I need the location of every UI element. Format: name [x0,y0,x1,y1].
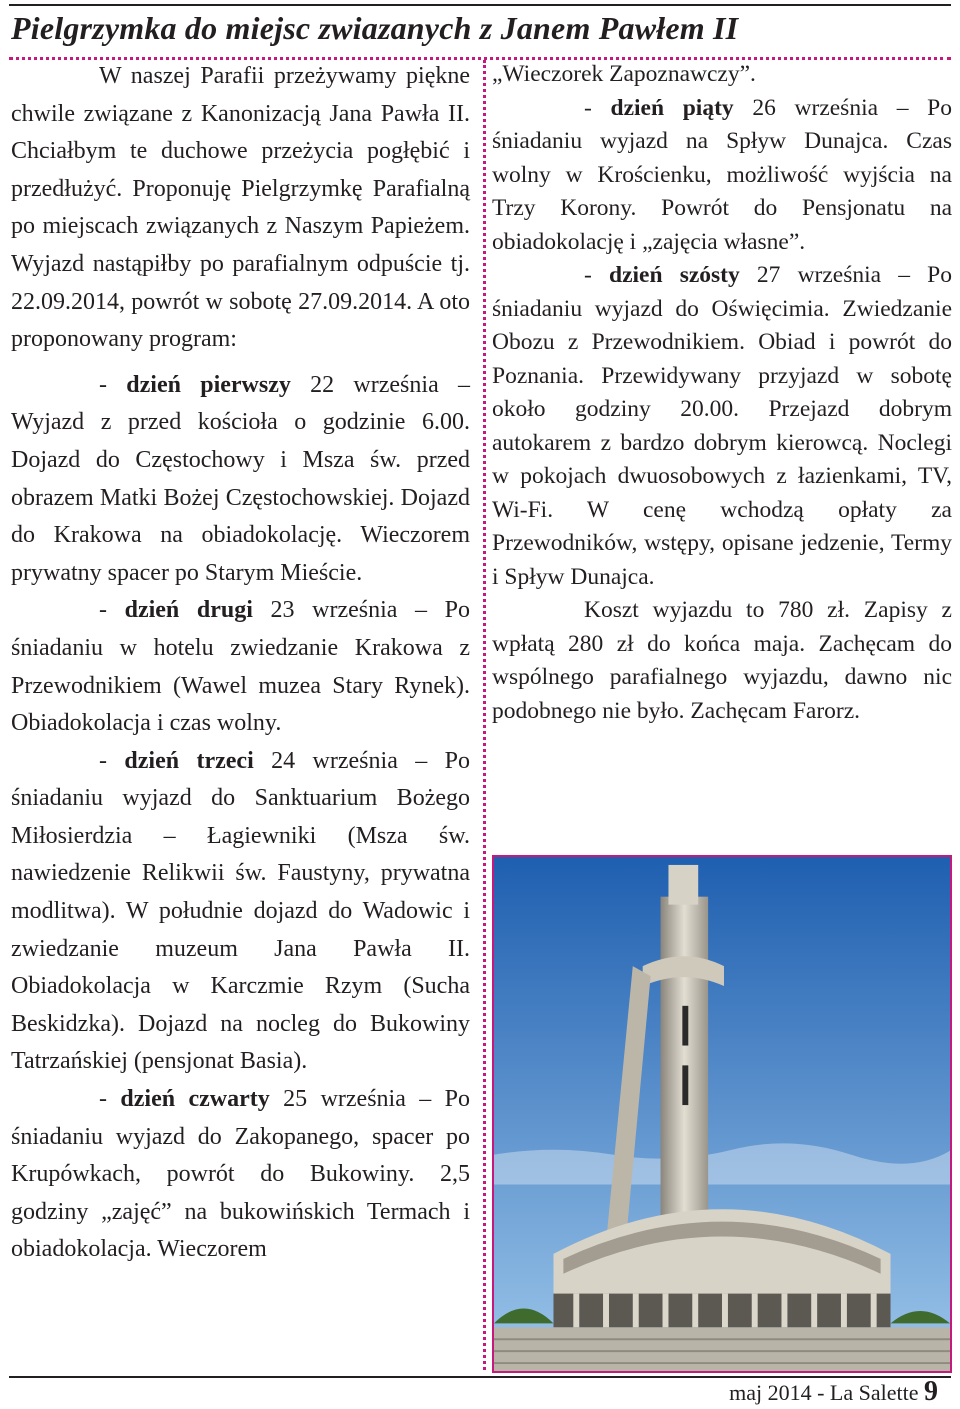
day-1-paragraph [11,367,470,593]
day-5-prefix: - [584,94,611,121]
day-2-paragraph [11,592,470,742]
right-column [492,58,952,728]
day-4-prefix: - [99,1086,121,1113]
day-2-label: dzień drugi [124,597,253,624]
day-5-paragraph [492,92,952,260]
day-6-paragraph [492,259,952,594]
day-4-label: dzień czwarty [120,1086,270,1113]
day-3-text: 24 września – Po śniadaniu wyjazd do Sanktuarium Bożego Miłosierdzia – Łagiewniki (Msza św. nawiedzenie Relikwii św. Faustyny, prywatna modlitwa). W południe dojazd do Wadowic i zwiedzanie muzeum Jana Pawła II. Obiadokolacja w Karczmie Rzym (Sucha Beskidzka). Dojazd na nocleg do Bukowiny Tatrzańskiej (pensjonat Basia). [11,747,471,1075]
day-2-text: 23 września – Po śniadaniu w hotelu zwiedzanie Krakowa z Przewodnikiem (Wawel muzea Stary Rynek). Obiadokolacja i czas wolny. [11,597,470,737]
day-5-label: dzień piąty [610,94,734,121]
day-2-prefix: - [99,597,125,624]
day-3-prefix: - [99,747,125,774]
issue-label: maj 2014 - La Salette [729,1380,919,1405]
day-6-prefix: - [584,262,609,288]
page-footer [729,1376,938,1408]
day-1-label: dzień pierwszy [126,371,291,398]
day-3-label: dzień trzeci [124,747,254,774]
column-divider [483,60,486,1370]
day-6-text: 27 września – Po śniadaniu wyjazd do Oświęcimia. Zwiedzanie Obozu z Przewodnikiem. Obiad i powrót do Poznania. Przewidywany przyjazd w sobotę około godziny 20.00. Przejazd dobrym autokarem z bardzo dobrym kierowcą. Noclegi w pokojach dwuosobowych z łazienkami, TV, Wi-Fi. W cenę wchodzą opłaty za Przewodników, wstępy, opisane jedzenie, Termy i Spływ Dunajca. [492,262,952,590]
paragraph-gap [11,359,470,367]
left-column [11,58,470,1269]
day-4-text: 25 września – Po śniadaniu wyjazd do Zakopanego, spacer po Krupówkach, powrót do Bukowiny. 2,5 godziny „zajęć” na bukowińskich Termach i obiadokolacja. Wieczorem [11,1086,471,1263]
tower-window [682,1006,688,1046]
day-3-paragraph [11,743,470,1081]
page-number: 9 [924,1376,938,1407]
continuation-line: „Wieczorek Zapoznawczy”. [492,61,756,87]
day-6-label: dzień szósty [609,262,740,288]
day-1-text: 22 września – Wyjazd z przed kościoła o godzinie 6.00. Dojazd do Częstochowy i Msza św. przed obrazem Matki Bożej Częstochowskiej. Dojazd do Krakowa na obiadokolację. Wieczorem prywatny spacer po Starym Mieście. [11,371,470,586]
sanctuary-photo [492,855,952,1373]
day-1-prefix: - [99,371,127,398]
intro-paragraph: W naszej Parafii przeżywamy piękne chwile związane z Kanonizacją Jana Pawła II. Chciałbym te duchowe przeżycia pogłębić i przedłużyć. Proponuję Pielgrzymkę Parafialną po miejscach związanych z Naszym Papieżem. Wyjazd nastąpiłby po parafialnym odpuście tj. 22.09.2014, powrót w sobotę 27.09.2014. A oto proponowany program: [11,63,470,353]
sanctuary-illustration [494,857,950,1371]
day-5-text: 26 września – Po śniadaniu wyjazd na Spływ Dunajca. Czas wolny w Krościenku, możliwość wyjścia na Trzy Korony. Powrót do Pensjonatu na obiadokolację i „zajęcia własne”. [492,94,952,255]
day-4-paragraph [11,1081,470,1269]
tower-top [668,865,698,905]
plaza-steps [494,1327,950,1371]
top-rule [9,4,951,6]
tower-window [682,1065,688,1105]
tower-shaft [661,897,709,1224]
closing-paragraph: Koszt wyjazdu to 780 zł. Zapisy z wpłatą 280 zł do końca maja. Zachęcam do wspólnego parafialnego wyjazdu, dawno nic podobnego nie było. Zachęcam Farorz. [492,597,952,724]
article-title: Pielgrzymka do miejsc zwiazanych z Janem Pawłem II [11,10,739,46]
